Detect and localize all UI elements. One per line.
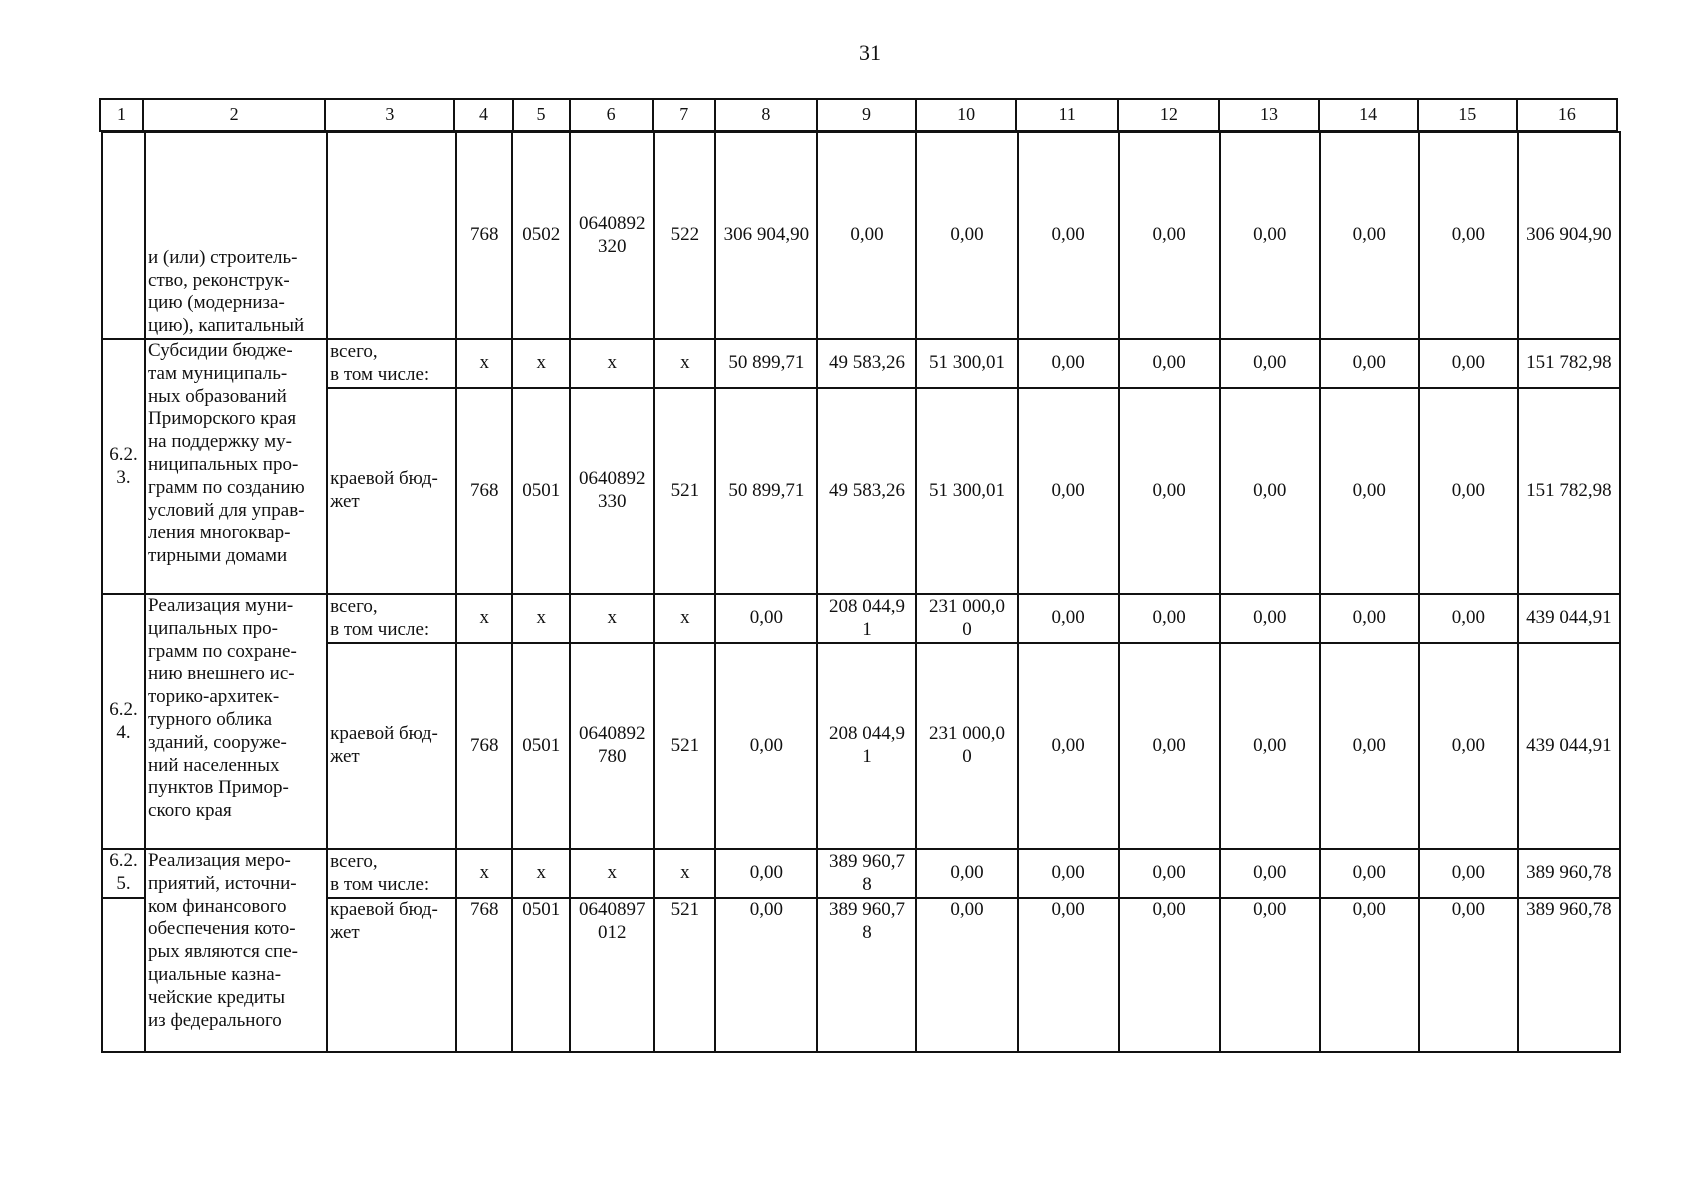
cell-col10: 51 300,01 [916, 388, 1017, 594]
col-header-3: 3 [325, 99, 454, 131]
cell-col13: 0,00 [1220, 594, 1320, 643]
cell-col15: 0,00 [1419, 643, 1518, 849]
cell-col16: 389 960,78 [1518, 849, 1620, 898]
cell-col14: 0,00 [1320, 898, 1419, 1052]
cell-col14: 0,00 [1320, 388, 1419, 594]
cell-col7: х [654, 339, 715, 388]
cell-col10: 51 300,01 [916, 339, 1017, 388]
col-header-2: 2 [143, 99, 325, 131]
col-header-13: 13 [1219, 99, 1318, 131]
cell-col5: 0501 [512, 643, 570, 849]
source-cell [327, 132, 456, 339]
cell-col16: 439 044,91 [1518, 594, 1620, 643]
cell-col13: 0,00 [1220, 643, 1320, 849]
cell-col10: 231 000,0 0 [916, 594, 1017, 643]
cell-col16: 439 044,91 [1518, 643, 1620, 849]
cell-col11: 0,00 [1018, 594, 1119, 643]
cell-col15: 0,00 [1419, 339, 1518, 388]
cell-col12: 0,00 [1119, 594, 1220, 643]
cell-col12: 0,00 [1119, 849, 1220, 898]
cell-col12: 0,00 [1119, 339, 1220, 388]
cell-col16: 151 782,98 [1518, 388, 1620, 594]
source-cell: всего, в том числе: [327, 339, 456, 388]
source-cell: всего, в том числе: [327, 849, 456, 898]
cell-col13: 0,00 [1220, 339, 1320, 388]
col-header-14: 14 [1319, 99, 1418, 131]
cell-col7: 522 [654, 132, 715, 339]
cell-col14: 0,00 [1320, 849, 1419, 898]
cell-col15: 0,00 [1419, 849, 1518, 898]
cell-col10: 0,00 [916, 898, 1017, 1052]
cell-col13: 0,00 [1220, 132, 1320, 339]
row-number-cell [102, 132, 145, 339]
cell-col8: 0,00 [715, 849, 817, 898]
column-number-header [99, 98, 1618, 132]
cell-col4: 768 [456, 643, 512, 849]
cell-col5: 0501 [512, 898, 570, 1052]
cell-col12: 0,00 [1119, 643, 1220, 849]
cell-col15: 0,00 [1419, 132, 1518, 339]
table-row [102, 594, 1620, 643]
cell-col15: 0,00 [1419, 388, 1518, 594]
cell-col11: 0,00 [1018, 388, 1119, 594]
cell-col12: 0,00 [1119, 132, 1220, 339]
measure-name-cell: Субсидии бюдже- там муниципаль- ных образований Приморского края на поддержку му- ниципальных про- грамм по созданию условий для управ- ления многоквар- тирными домами [145, 339, 327, 594]
cell-col8: 0,00 [715, 594, 817, 643]
cell-col4: 768 [456, 388, 512, 594]
source-cell: краевой бюд- жет [327, 898, 456, 1052]
measure-name-cell: Реализация меро- приятий, источни- ком финансового обеспечения кото- рых являются спе- циальные казна- чейские кредиты из федерального [145, 849, 327, 1052]
cell-col7: 521 [654, 898, 715, 1052]
cell-col4: х [456, 594, 512, 643]
measure-name-cell: и (или) строитель- ство, реконструк- цию (модерниза- цию), капитальный [145, 132, 327, 339]
col-header-9: 9 [817, 99, 916, 131]
source-cell: краевой бюд- жет [327, 643, 456, 849]
cell-col12: 0,00 [1119, 898, 1220, 1052]
cell-col9: 208 044,9 1 [817, 594, 916, 643]
cell-col10: 0,00 [916, 849, 1017, 898]
cell-col9: 389 960,7 8 [817, 898, 916, 1052]
cell-col9: 389 960,7 8 [817, 849, 916, 898]
row-number-cell [102, 898, 145, 1052]
cell-col6: 0640892 330 [570, 388, 654, 594]
cell-col8: 0,00 [715, 898, 817, 1052]
cell-col16: 306 904,90 [1518, 132, 1620, 339]
table-row [102, 898, 1620, 1052]
row-number-cell: 6.2. 5. [102, 849, 145, 898]
col-header-15: 15 [1418, 99, 1517, 131]
cell-col9: 0,00 [817, 132, 916, 339]
cell-col8: 0,00 [715, 643, 817, 849]
table-row [102, 388, 1620, 594]
cell-col10: 231 000,0 0 [916, 643, 1017, 849]
cell-col5: х [512, 849, 570, 898]
table-row [102, 643, 1620, 849]
cell-col6: х [570, 849, 654, 898]
cell-col15: 0,00 [1419, 594, 1518, 643]
cell-col10: 0,00 [916, 132, 1017, 339]
cell-col11: 0,00 [1018, 898, 1119, 1052]
cell-col7: 521 [654, 643, 715, 849]
cell-col9: 49 583,26 [817, 388, 916, 594]
table-row [102, 339, 1620, 388]
col-header-11: 11 [1016, 99, 1118, 131]
cell-col6: 0640892 780 [570, 643, 654, 849]
cell-col7: х [654, 594, 715, 643]
cell-col8: 50 899,71 [715, 339, 817, 388]
cell-col6: 0640892 320 [570, 132, 654, 339]
cell-col5: 0502 [512, 132, 570, 339]
measure-name-cell: Реализация муни- ципальных про- грамм по сохране- нию внешнего ис- торико-архитек- турного облика зданий, сооруже- ний населенных пунктов Примор- ского края [145, 594, 327, 849]
cell-col13: 0,00 [1220, 388, 1320, 594]
source-cell: всего, в том числе: [327, 594, 456, 643]
cell-col11: 0,00 [1018, 643, 1119, 849]
cell-col16: 151 782,98 [1518, 339, 1620, 388]
cell-col8: 50 899,71 [715, 388, 817, 594]
cell-col11: 0,00 [1018, 849, 1119, 898]
cell-col13: 0,00 [1220, 898, 1320, 1052]
cell-col9: 208 044,9 1 [817, 643, 916, 849]
source-cell: краевой бюд- жет [327, 388, 456, 594]
col-header-12: 12 [1118, 99, 1219, 131]
table-row [102, 132, 1620, 339]
page-number: 31 [859, 40, 881, 65]
cell-col13: 0,00 [1220, 849, 1320, 898]
row-number-cell: 6.2. 3. [102, 339, 145, 594]
cell-col6: х [570, 594, 654, 643]
cell-col4: 768 [456, 132, 512, 339]
col-header-4: 4 [454, 99, 512, 131]
col-header-6: 6 [570, 99, 653, 131]
cell-col6: х [570, 339, 654, 388]
col-header-1: 1 [100, 99, 143, 131]
cell-col9: 49 583,26 [817, 339, 916, 388]
cell-col4: 768 [456, 898, 512, 1052]
col-header-5: 5 [513, 99, 570, 131]
col-header-7: 7 [653, 99, 715, 131]
cell-col6: 0640897 012 [570, 898, 654, 1052]
cell-col4: х [456, 339, 512, 388]
col-header-8: 8 [715, 99, 817, 131]
cell-col15: 0,00 [1419, 898, 1518, 1052]
cell-col14: 0,00 [1320, 339, 1419, 388]
cell-col5: 0501 [512, 388, 570, 594]
cell-col12: 0,00 [1119, 388, 1220, 594]
cell-col11: 0,00 [1018, 132, 1119, 339]
cell-col7: х [654, 849, 715, 898]
row-number-cell: 6.2. 4. [102, 594, 145, 849]
cell-col14: 0,00 [1320, 594, 1419, 643]
cell-col14: 0,00 [1320, 643, 1419, 849]
cell-col8: 306 904,90 [715, 132, 817, 339]
col-header-16: 16 [1517, 99, 1617, 131]
table-row [102, 849, 1620, 898]
cell-col14: 0,00 [1320, 132, 1419, 339]
col-header-10: 10 [916, 99, 1016, 131]
cell-col4: х [456, 849, 512, 898]
cell-col7: 521 [654, 388, 715, 594]
cell-col5: х [512, 594, 570, 643]
budget-table [101, 131, 1621, 1053]
cell-col5: х [512, 339, 570, 388]
cell-col16: 389 960,78 [1518, 898, 1620, 1052]
cell-col11: 0,00 [1018, 339, 1119, 388]
